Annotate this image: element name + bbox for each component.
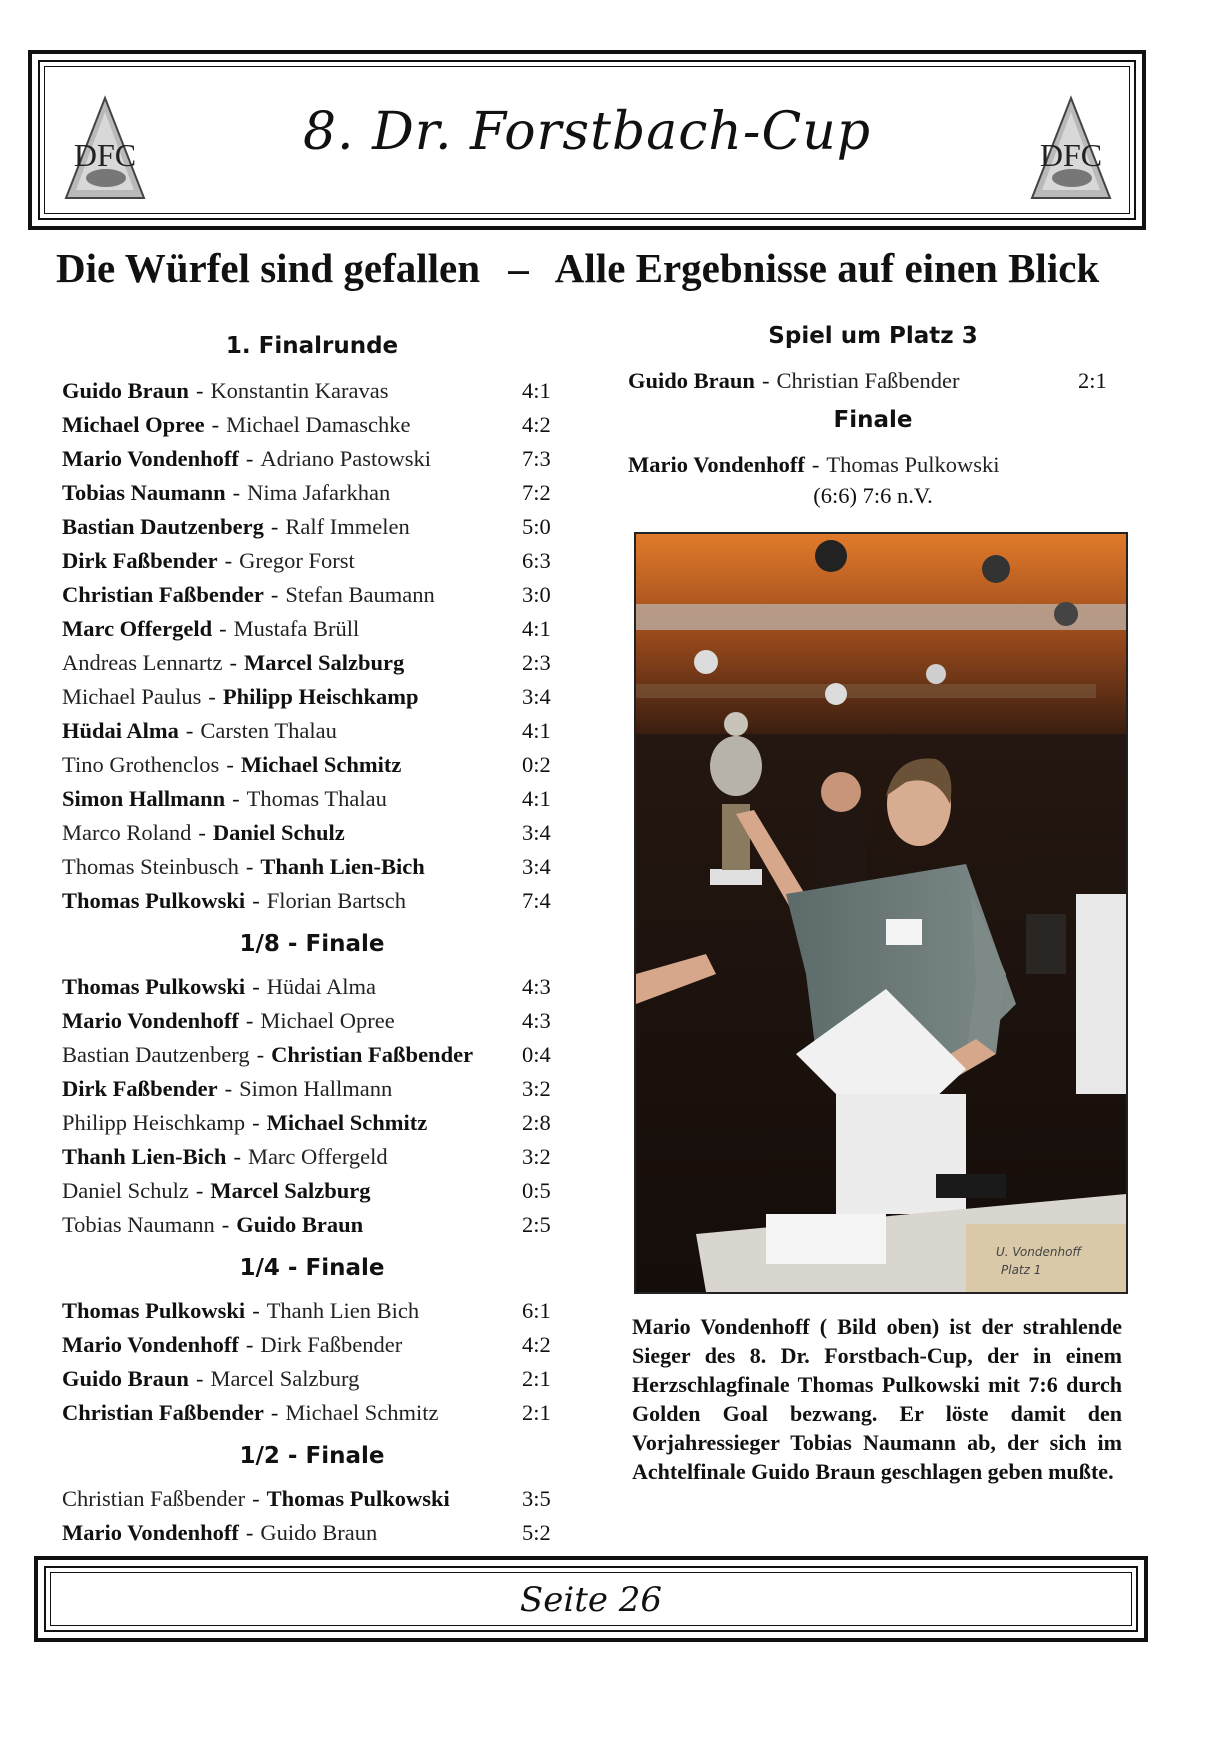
match-score: 3:0 (522, 582, 551, 607)
player-home: Christian Faßbender (62, 1486, 246, 1511)
match-score: 2:8 (522, 1110, 551, 1135)
match-players (62, 782, 522, 816)
match-separator: - (256, 1042, 265, 1067)
photo-note-text-2: Platz 1 (1001, 1263, 1042, 1277)
section-title-halbfinale: 1/2 - Finale (239, 1443, 385, 1469)
match-players (62, 1482, 522, 1516)
match-row (62, 1208, 562, 1242)
match-score: 4:2 (522, 412, 551, 437)
match-separator: - (245, 1332, 254, 1357)
match-score: 4:1 (522, 378, 551, 403)
match-row (62, 646, 562, 680)
match-score: 2:5 (522, 1212, 551, 1237)
match-row (62, 1362, 562, 1396)
player-home: Christian Faßbender (62, 1400, 264, 1425)
match-players (62, 646, 522, 680)
match-separator: - (252, 888, 260, 913)
player-home: Thomas Steinbusch (62, 854, 239, 879)
match-row (62, 850, 562, 884)
logo-text: DFC (1039, 137, 1103, 173)
match-score: 3:4 (522, 820, 551, 845)
match-separator: - (245, 1008, 254, 1033)
photo-note-text: U. Vondenhoff (996, 1245, 1082, 1259)
match-separator: - (226, 752, 234, 777)
match-score: 3:2 (522, 1076, 551, 1101)
headline-dash: – (508, 245, 529, 291)
match-score: 4:2 (522, 1332, 551, 1357)
match-row (62, 680, 562, 714)
match-row (62, 442, 562, 476)
match-score: 4:1 (522, 718, 551, 743)
footer-frame (34, 1556, 1148, 1642)
match-players (62, 1174, 522, 1208)
match-row (62, 970, 562, 1004)
match-row (62, 816, 562, 850)
match-separator: - (252, 974, 260, 999)
match-separator: - (195, 1178, 204, 1203)
player-away: Marc Offergeld (247, 1144, 388, 1169)
match-score: 4:3 (522, 1008, 551, 1033)
headline-left: Die Würfel sind gefallen (56, 245, 481, 291)
match-players (62, 1516, 522, 1550)
match-players (62, 1328, 522, 1362)
match-separator: - (270, 1400, 279, 1425)
match-row (62, 884, 562, 918)
match-row (62, 1106, 562, 1140)
match-score: 7:3 (522, 446, 551, 471)
player-away: Carsten Thalau (200, 718, 337, 743)
player-away: Dirk Faßbender (260, 1332, 403, 1357)
match-players (62, 1294, 522, 1328)
club-logo-right-icon (1026, 94, 1116, 204)
player-away: Marcel Salzburg (210, 1366, 360, 1391)
player-away: Marcel Salzburg (210, 1178, 371, 1203)
match-row (62, 544, 562, 578)
player-home: Thomas Pulkowski (62, 974, 246, 999)
match-row (62, 510, 562, 544)
player-home: Marc Offergeld (62, 616, 213, 641)
match-players (62, 578, 522, 612)
results-left-column (62, 330, 562, 1550)
player-away: Michael Damaschke (226, 412, 411, 437)
match-players (62, 1140, 522, 1174)
match-separator: - (232, 480, 241, 505)
match-score: 3:2 (522, 1144, 551, 1169)
match-row (62, 1328, 562, 1362)
player-away: Christian Faßbender (776, 368, 960, 393)
match-players (62, 1038, 522, 1072)
match-row (62, 578, 562, 612)
match-score: 4:1 (522, 616, 551, 641)
match-list (628, 364, 1118, 398)
player-away: Adriano Pastowski (260, 446, 432, 471)
match-score: 0:5 (522, 1178, 551, 1203)
player-away: Guido Braun (260, 1520, 378, 1545)
logo-text: DFC (73, 137, 137, 173)
player-home: Mario Vondenhoff (62, 1332, 239, 1357)
match-row (62, 748, 562, 782)
match-players (62, 1396, 522, 1430)
player-away: Mustafa Brüll (233, 616, 360, 641)
player-home: Michael Opree (62, 412, 205, 437)
player-home: Andreas Lennartz (62, 650, 223, 675)
player-home: Guido Braun (62, 1366, 189, 1391)
match-score: 5:0 (522, 514, 551, 539)
headline (56, 244, 1116, 292)
match-row (62, 476, 562, 510)
match-players (62, 714, 522, 748)
player-home: Thomas Pulkowski (62, 888, 246, 913)
player-home: Michael Paulus (62, 684, 202, 709)
match-row (62, 1174, 562, 1208)
match-players (62, 408, 522, 442)
player-home: Bastian Dautzenberg (62, 1042, 250, 1067)
match-list (628, 448, 1118, 482)
match-list (62, 374, 562, 918)
player-home: Dirk Faßbender (62, 548, 218, 573)
match-score: 6:3 (522, 548, 551, 573)
match-players (628, 448, 1078, 482)
match-players (62, 1362, 522, 1396)
match-score: 3:5 (522, 1486, 551, 1511)
match-score: 2:1 (1078, 368, 1107, 393)
player-away: Michael Schmitz (285, 1400, 439, 1425)
player-away: Simon Hallmann (239, 1076, 393, 1101)
winner-photo-image (636, 534, 1126, 1292)
match-row (62, 782, 562, 816)
player-away: Christian Faßbender (271, 1042, 474, 1067)
match-players (62, 374, 522, 408)
match-separator: - (221, 1212, 230, 1237)
player-home: Thomas Pulkowski (62, 1298, 246, 1323)
match-score: 3:4 (522, 684, 551, 709)
section-title-finale: Finale (833, 407, 913, 433)
match-players (62, 884, 522, 918)
match-separator: - (245, 854, 254, 879)
match-players (62, 612, 522, 646)
match-score: 2:1 (522, 1366, 551, 1391)
player-away: Florian Bartsch (266, 888, 407, 913)
player-home: Mario Vondenhoff (62, 1520, 239, 1545)
player-home: Mario Vondenhoff (62, 1008, 239, 1033)
player-home: Christian Faßbender (62, 582, 264, 607)
player-away: Philipp Heischkamp (222, 684, 419, 709)
match-separator: - (270, 582, 279, 607)
match-score: 0:4 (522, 1042, 551, 1067)
player-away: Thomas Thalau (246, 786, 387, 811)
player-away: Hüdai Alma (266, 974, 377, 999)
match-separator: - (224, 1076, 233, 1101)
results-right-column (628, 320, 1118, 512)
headline-right: Alle Ergebnisse auf einen Blick (554, 245, 1100, 291)
player-away: Thomas Pulkowski (266, 1486, 450, 1511)
match-separator: - (195, 1366, 204, 1391)
player-home: Guido Braun (62, 378, 189, 403)
player-home: Marco Roland (62, 820, 192, 845)
match-separator: - (232, 786, 240, 811)
player-home: Thanh Lien-Bich (62, 1144, 227, 1169)
match-players (62, 442, 522, 476)
player-home: Mario Vondenhoff (62, 446, 239, 471)
section-title-achtelfinale: 1/8 - Finale (239, 931, 385, 957)
match-row (62, 1038, 562, 1072)
match-separator: - (211, 412, 220, 437)
player-home: Mario Vondenhoff (628, 452, 805, 477)
page-number: Seite 26 (519, 1580, 663, 1620)
match-score: 0:2 (522, 752, 551, 777)
match-separator: - (252, 1486, 260, 1511)
match-separator: - (245, 446, 254, 471)
match-score: 4:3 (522, 974, 551, 999)
match-separator: - (252, 1298, 260, 1323)
match-row (628, 448, 1118, 482)
match-list (62, 1482, 562, 1550)
match-score: 2:3 (522, 650, 551, 675)
player-home: Tobias Naumann (62, 1212, 215, 1237)
match-players (62, 1106, 522, 1140)
photo-caption: Mario Vondenhoff ( Bild oben) ist der strahlende Sieger des 8. Dr. Forstbach-Cup, der in einem Herzschlagfinale Thomas Pulkowski mit 7:6 durch Golden Goal bezwang. Er löste damit den Vorjahressieger Tobias Naumann ab, der sich im Achtelfinale Guido Braun geschlagen geben mußte. (632, 1314, 1122, 1484)
match-players (62, 748, 522, 782)
page-title: 8. Dr. Forstbach-Cup (302, 102, 872, 162)
final-result-line: (6:6) 7:6 n.V. (813, 483, 933, 508)
player-home: Daniel Schulz (62, 1178, 189, 1203)
player-home: Tino Grothenclos (62, 752, 220, 777)
match-row (62, 1294, 562, 1328)
player-away: Marcel Salzburg (244, 650, 405, 675)
match-row (62, 1004, 562, 1038)
player-away: Michael Opree (260, 1008, 395, 1033)
match-players (62, 510, 522, 544)
player-away: Thanh Lien-Bich (260, 854, 425, 879)
match-separator: - (229, 650, 238, 675)
match-separator: - (811, 452, 820, 477)
match-players (62, 544, 522, 578)
player-away: Nima Jafarkhan (247, 480, 391, 505)
player-home: Hüdai Alma (62, 718, 179, 743)
player-away: Stefan Baumann (285, 582, 435, 607)
match-list (62, 1294, 562, 1430)
player-home: Dirk Faßbender (62, 1076, 218, 1101)
match-separator: - (224, 548, 233, 573)
match-score: 6:1 (522, 1298, 551, 1323)
player-away: Konstantin Karavas (210, 378, 389, 403)
match-separator: - (252, 1110, 260, 1135)
match-row (62, 408, 562, 442)
match-players (62, 1004, 522, 1038)
player-home: Simon Hallmann (62, 786, 226, 811)
player-away: Thomas Pulkowski (826, 452, 1000, 477)
match-separator: - (245, 1520, 254, 1545)
player-home: Philipp Heischkamp (62, 1110, 246, 1135)
match-separator: - (208, 684, 216, 709)
match-row (62, 1396, 562, 1430)
player-home: Guido Braun (628, 368, 755, 393)
section-title-platz3: Spiel um Platz 3 (768, 323, 978, 349)
player-away: Daniel Schulz (212, 820, 345, 845)
match-separator: - (185, 718, 194, 743)
match-players (62, 1072, 522, 1106)
match-row (62, 1072, 562, 1106)
match-row (628, 364, 1118, 398)
match-players (62, 476, 522, 510)
match-score: 2:1 (522, 1400, 551, 1425)
match-list (62, 970, 562, 1242)
match-separator: - (761, 368, 770, 393)
section-title-viertelfinale: 1/4 - Finale (239, 1255, 385, 1281)
match-score: 3:4 (522, 854, 551, 879)
player-away: Guido Braun (236, 1212, 364, 1237)
header-frame (28, 50, 1146, 230)
player-away: Ralf Immelen (285, 514, 410, 539)
match-row (62, 1516, 562, 1550)
match-players (62, 850, 522, 884)
match-score: 5:2 (522, 1520, 551, 1545)
player-away: Michael Schmitz (266, 1110, 428, 1135)
winner-photo (634, 532, 1128, 1294)
match-row (62, 612, 562, 646)
match-separator: - (195, 378, 204, 403)
player-away: Michael Schmitz (240, 752, 402, 777)
player-away: Gregor Forst (239, 548, 355, 573)
match-players (62, 970, 522, 1004)
match-separator: - (233, 1144, 241, 1169)
match-row (62, 374, 562, 408)
player-away: Thanh Lien Bich (266, 1298, 420, 1323)
match-separator: - (219, 616, 227, 641)
match-players (62, 680, 522, 714)
match-score: 7:2 (522, 480, 551, 505)
match-players (62, 1208, 522, 1242)
match-score: 7:4 (522, 888, 551, 913)
match-row (62, 714, 562, 748)
match-separator: - (198, 820, 206, 845)
player-home: Tobias Naumann (62, 480, 226, 505)
match-row (62, 1482, 562, 1516)
match-players (628, 364, 1078, 398)
match-score: 4:1 (522, 786, 551, 811)
match-row (62, 1140, 562, 1174)
match-separator: - (270, 514, 279, 539)
match-players (62, 816, 522, 850)
section-title-finalrunde: 1. Finalrunde (225, 333, 399, 359)
player-home: Bastian Dautzenberg (62, 514, 264, 539)
